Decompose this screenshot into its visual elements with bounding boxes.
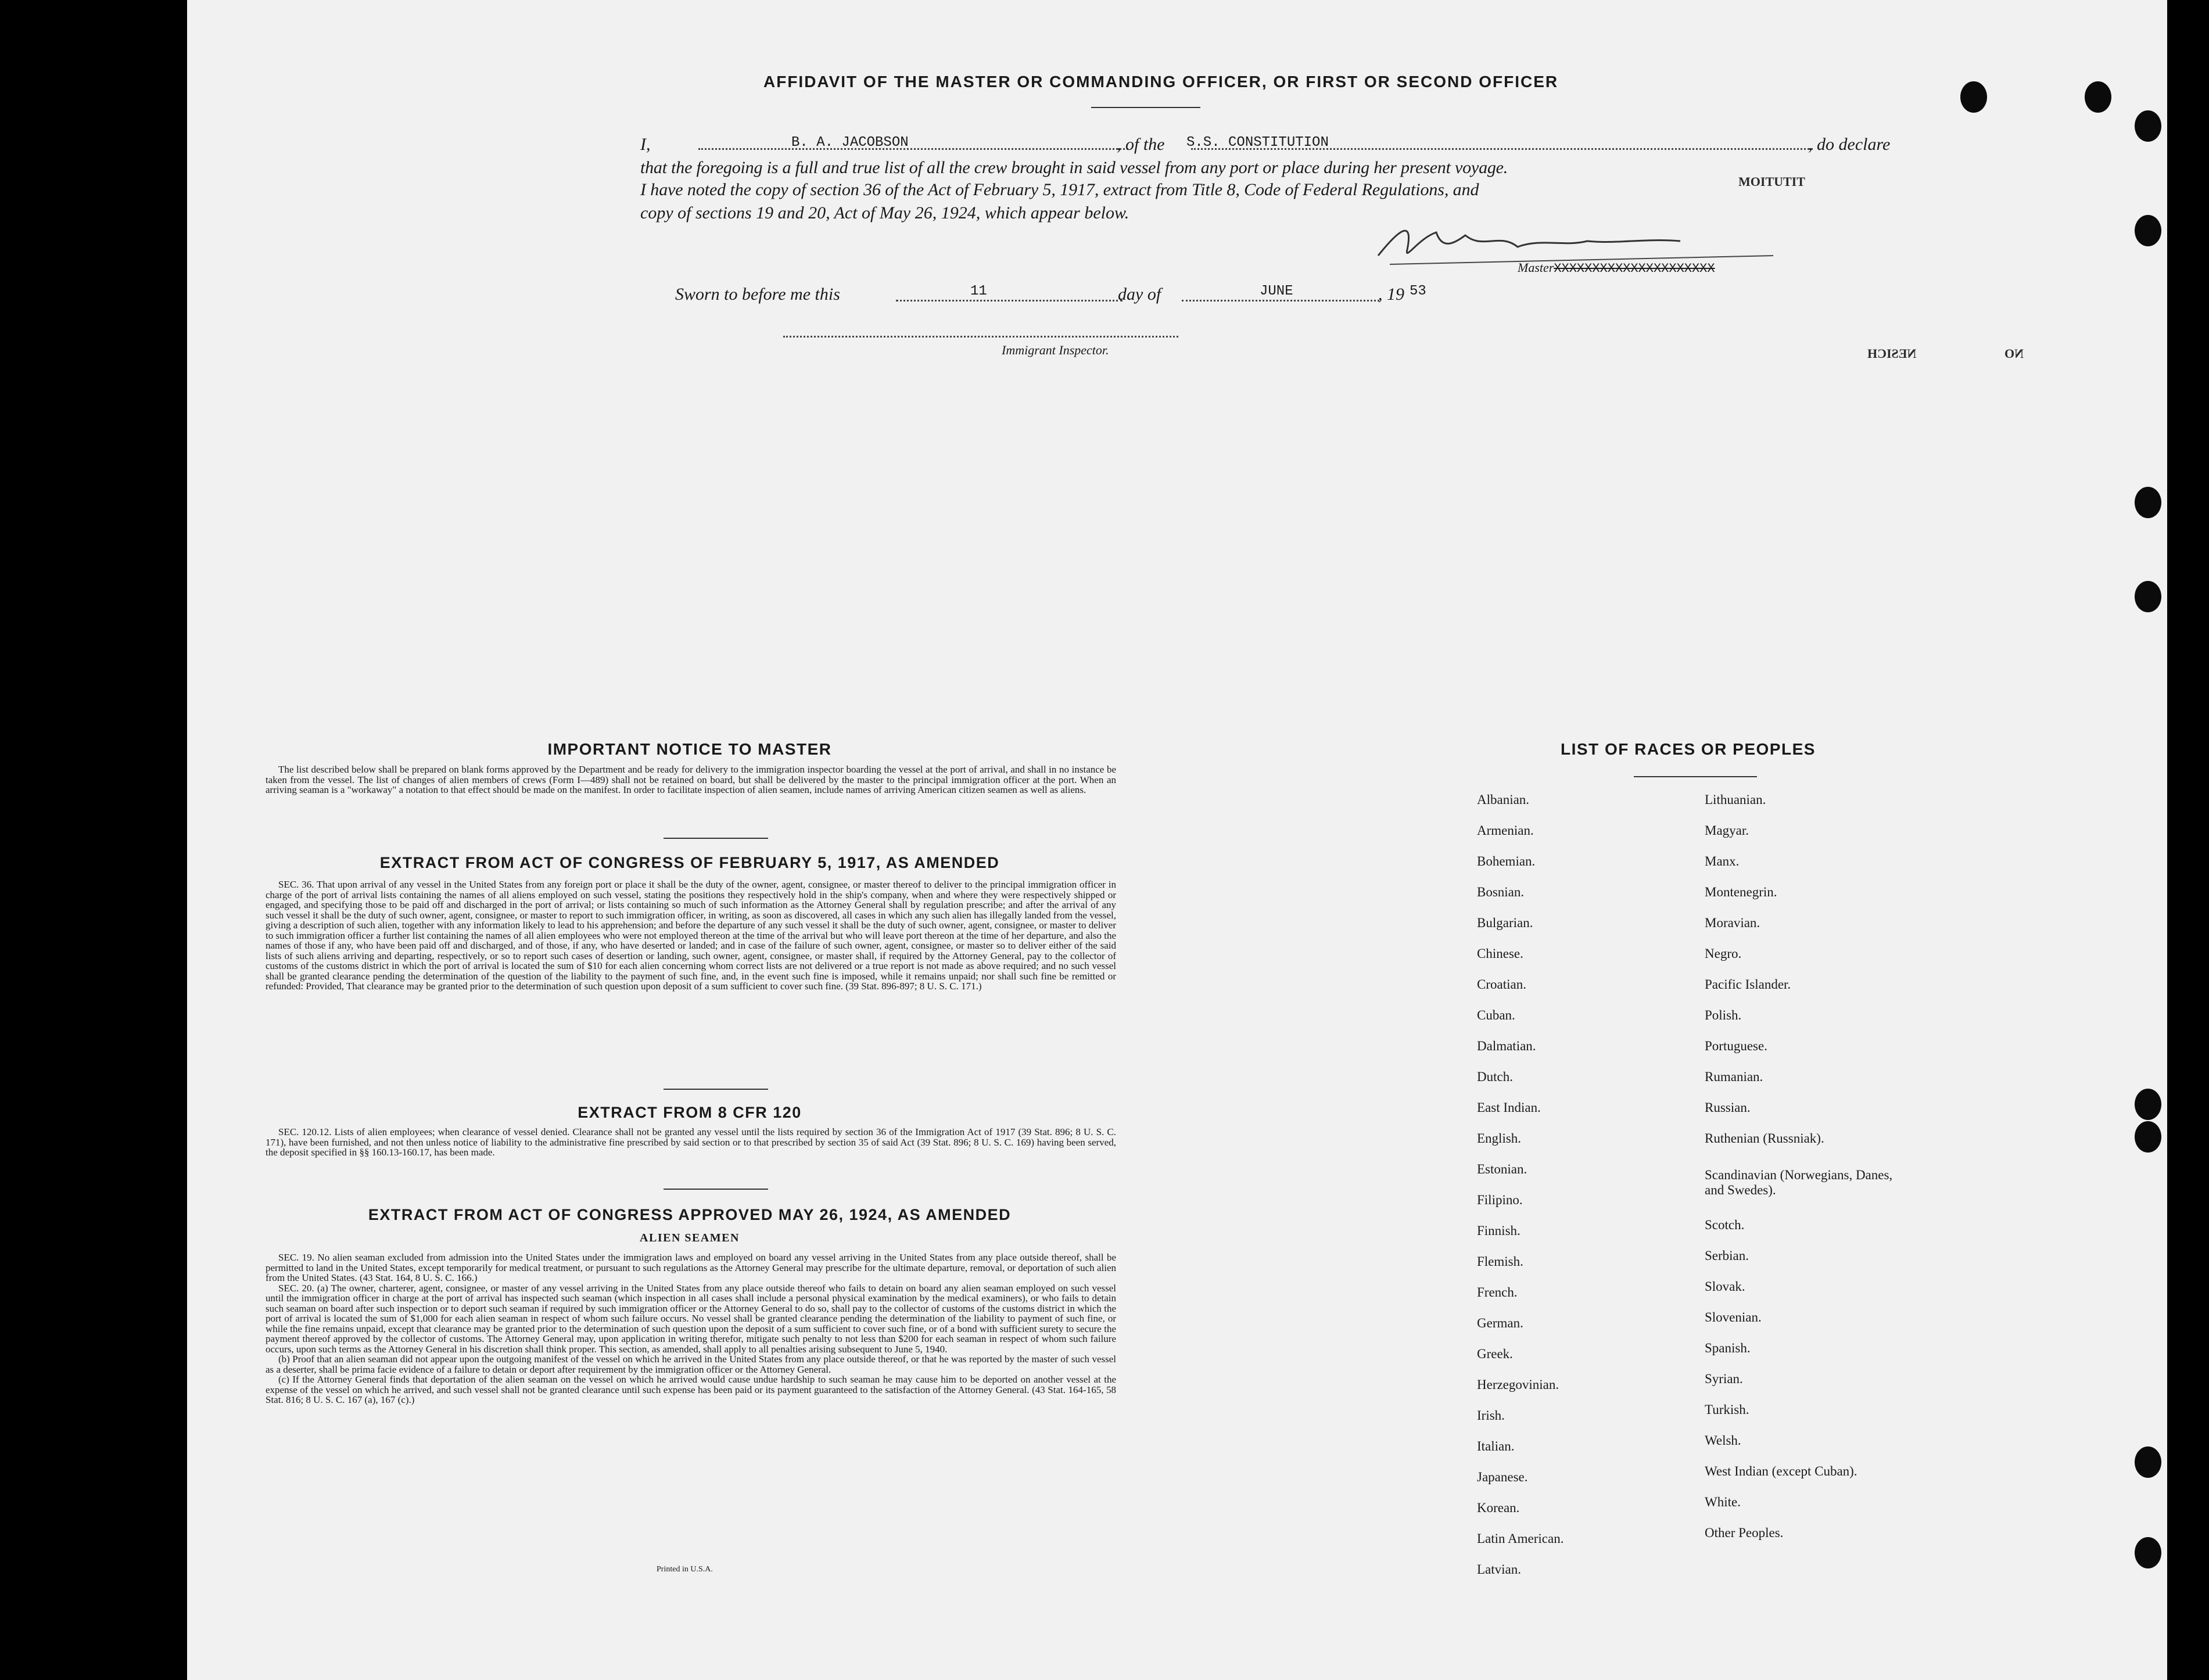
i-label: I, [640, 135, 651, 154]
notice-text: The list described below shall be prepared on blank forms approved by the Department and be ready for delivery to the immigration inspector boarding the vessel at the port of arrival, and shall in no instance be taken from the vessel. The list of changes of alien members of crews (Form I—489) shall not be retained on board, but shall be delivered by the master to the principal immigration officer at the port. When an arriving seaman is a "workaway" a notation to that effect should be made on the manifest. In order to facilitate inspection of alien seamen, include names of arriving American citizen seamen as well as aliens. [266, 764, 1116, 795]
affidavit-line-2: that the foregoing is a full and true list of all the crew brought in said vessel from any port or place during her present voyage. [640, 158, 1508, 177]
race-item: Bohemian. [1477, 854, 1536, 868]
punch-hole [2135, 110, 2161, 142]
race-item: Lithuanian. [1705, 792, 1766, 807]
affidavit-line-3: I have noted the copy of section 36 of the Act of February 5, 1917, extract from Title 8, Code of Federal Regulations, and [640, 180, 1479, 199]
punch-hole [2135, 581, 2161, 612]
extract-1917-title: EXTRACT FROM ACT OF CONGRESS OF FEBRUARY 5, 1917, AS AMENDED [379, 854, 1000, 871]
punch-hole [2135, 487, 2161, 518]
race-item: Croatian. [1477, 977, 1526, 992]
affidavit-title: AFFIDAVIT OF THE MASTER OR COMMANDING OFFICER, OR FIRST OR SECOND OFFICER [763, 73, 1559, 91]
sworn-label: Sworn to before me this [675, 285, 840, 304]
vessel-name: S.S. CONSTITUTION [1186, 135, 1329, 150]
race-item: Estonian. [1477, 1162, 1527, 1176]
inspector-signature-line [783, 336, 1178, 338]
bleed-text: NESICH [1867, 346, 1917, 361]
divider [664, 1189, 768, 1190]
race-item: Slovenian. [1705, 1310, 1762, 1324]
race-item: Japanese. [1477, 1470, 1528, 1484]
race-item: Albanian. [1477, 792, 1530, 807]
divider [664, 838, 768, 839]
race-item: Bosnian. [1477, 885, 1525, 899]
race-item: Montenegrin. [1705, 885, 1777, 899]
name-field-line [698, 148, 1128, 150]
race-item: Manx. [1705, 854, 1740, 868]
sworn-month: JUNE [1260, 283, 1293, 299]
affidavit-line-4: copy of sections 19 and 20, Act of May 26, 1924, which appear below. [640, 203, 1129, 222]
race-item: Filipino. [1477, 1193, 1523, 1207]
extract-8cfr-title: EXTRACT FROM 8 CFR 120 [578, 1104, 802, 1121]
race-item: Bulgarian. [1477, 916, 1533, 930]
race-item: Russian. [1705, 1100, 1751, 1115]
race-item: Chinese. [1477, 946, 1523, 961]
of-the-label: , of the [1117, 135, 1165, 154]
year-prefix: , 19 [1378, 285, 1404, 304]
master-name: B. A. JACOBSON [791, 135, 909, 150]
day-of-label: day of [1118, 285, 1161, 304]
punch-hole [2135, 1537, 2161, 1568]
do-declare-label: , do declare [1808, 135, 1891, 154]
race-item: Greek. [1477, 1347, 1513, 1361]
bleed-text: MOITUTIT [1738, 174, 1805, 189]
race-item: Rumanian. [1705, 1069, 1763, 1084]
race-item: Dutch. [1477, 1069, 1513, 1084]
race-item: Cuban. [1477, 1008, 1515, 1022]
race-item: East Indian. [1477, 1100, 1541, 1115]
notice-title: IMPORTANT NOTICE TO MASTER [547, 740, 832, 758]
extract-1924-text [266, 1252, 1116, 1405]
race-item: Slovak. [1705, 1279, 1745, 1294]
document-page [187, 0, 2167, 1680]
race-item: Korean. [1477, 1500, 1520, 1515]
race-item: German. [1477, 1316, 1523, 1330]
sec20c-text: (c) If the Attorney General finds that deportation of the alien seaman on the vessel on which he arrived would cause undue hardship to such seaman he may cause him to be deported on another vessel at the expense of the vessel on which he arrived, and such vessel shall not be granted clearance until such expense has been paid or its payment guaranteed to the satisfaction of the Attorney General. (43 Stat. 164-165, 58 Stat. 816; 8 U. S. C. 167 (a), 167 (c).) [266, 1374, 1116, 1405]
extract-1924-subtitle: ALIEN SEAMEN [640, 1232, 740, 1244]
race-item: Portuguese. [1705, 1039, 1767, 1053]
race-item: West Indian (except Cuban). [1705, 1464, 1857, 1478]
inspector-label: Immigrant Inspector. [1002, 343, 1109, 357]
sec20a-text: SEC. 20. (a) The owner, charterer, agent, consignee, or master of any vessel arriving in the United States from any place outside thereof who fails to detain on board any alien seaman employed on such vessel until the immigration officer in charge at the port of arrival has inspected such seaman (which inspection in all cases shall include a personal physical examination by the medical examiners), or who fails to detain such seaman on board after such inspection or to deport such seaman if required by such immigration officer or the Attorney General to do so, shall pay to the collector of customs of the customs district in which the port of arrival is located the sum of $1,000 for each alien seaman in respect of whom such failure occurs. No vessel shall be granted clearance pending the determination of the liability to payment of such fine, or while the fine remains unpaid, except that clearance may be granted prior to the determination of such question upon the deposit of a sum sufficient to cover such fine, or of a bond with sufficient surety to secure the payment thereof approved by the collector of customs. The Attorney General may, upon application in writing therefor, mitigate such penalty to not less than $200 for each seaman in respect of whom such failure occurs, upon such terms as the Attorney General in his discretion shall think proper. This section, as amended, shall apply to all penalties arising subsequent to June 5, 1940. [266, 1282, 1116, 1355]
race-item: Polish. [1705, 1008, 1742, 1022]
day-field-line [896, 300, 1123, 301]
struck-title: XXXXXXXXXXXXXXXXXXXXX [1554, 261, 1715, 276]
divider [1634, 776, 1757, 777]
punch-hole [1960, 81, 1987, 113]
bleed-text: NO [2004, 346, 2024, 361]
race-item: Ruthenian (Russniak). [1705, 1131, 1824, 1146]
affidavit-line-1 [640, 135, 651, 155]
printed-in-usa: Printed in U.S.A. [657, 1565, 713, 1574]
race-item: Pacific Islander. [1705, 977, 1791, 992]
race-item: Latin American. [1477, 1531, 1564, 1546]
race-item: French. [1477, 1285, 1518, 1300]
extract-1924-title: EXTRACT FROM ACT OF CONGRESS APPROVED MAY 26, 1924, AS AMENDED [368, 1206, 1012, 1223]
race-item: Other Peoples. [1705, 1525, 1784, 1540]
race-item: Magyar. [1705, 823, 1749, 838]
punch-hole [2135, 1446, 2161, 1478]
races-title: LIST OF RACES OR PEOPLES [1561, 740, 1816, 758]
sworn-year: 53 [1410, 283, 1426, 299]
extract-8cfr-text: SEC. 120.12. Lists of alien employees; when clearance of vessel denied. Clearance shall not be granted any vessel until the lists required by section 36 of the Immigration Act of 1917 (39 Stat. 896; 8 U. S. C. 171), have been furnished, and not then unless notice of liability to the administrative fine prescribed by said section or to that prescribed by section 35 of said Act (39 Stat. 896; 8 U. S. C. 169) having been served, the deposit specified in §§ 160.13-160.17, has been made. [266, 1126, 1116, 1158]
race-item: Irish. [1477, 1408, 1505, 1423]
race-item: Turkish. [1705, 1402, 1749, 1417]
master-signature-label: MasterXXXXXXXXXXXXXXXXXXXXX [1518, 260, 1715, 276]
race-item: Herzegovinian. [1477, 1377, 1559, 1392]
race-item: Negro. [1705, 946, 1742, 961]
sec19-text: SEC. 19. No alien seaman excluded from admission into the United States under the immigration laws and employed on board any vessel arriving in the United States from any place outside thereof, shall be permitted to land in the United States, except temporarily for medical treatment, or pursuant to such regulations as the Attorney General may prescribe for the ultimate departure, removal, or deportation of such alien from the United States. (43 Stat. 164, 8 U. S. C. 166.) [266, 1252, 1116, 1283]
race-item: Scotch. [1705, 1218, 1745, 1232]
punch-hole [2135, 1121, 2161, 1153]
race-item: Armenian. [1477, 823, 1534, 838]
race-item: Moravian. [1705, 916, 1760, 930]
race-item: Finnish. [1477, 1223, 1521, 1238]
race-item: Spanish. [1705, 1341, 1751, 1355]
divider [1091, 107, 1200, 108]
punch-hole [2085, 81, 2111, 113]
race-item: Dalmatian. [1477, 1039, 1536, 1053]
race-item: Welsh. [1705, 1433, 1741, 1448]
race-item: Latvian. [1477, 1562, 1521, 1577]
race-item: Serbian. [1705, 1248, 1749, 1263]
race-item: Syrian. [1705, 1372, 1743, 1386]
punch-hole [2135, 215, 2161, 246]
race-item: Flemish. [1477, 1254, 1523, 1269]
sworn-day: 11 [970, 283, 987, 299]
race-item: Scandinavian (Norwegians, Danes, and Swedes). [1705, 1168, 1893, 1197]
month-field-line [1182, 300, 1379, 301]
race-item: White. [1705, 1495, 1741, 1509]
punch-hole [2135, 1089, 2161, 1120]
divider [664, 1089, 768, 1090]
race-item: English. [1477, 1131, 1522, 1146]
race-item: Italian. [1477, 1439, 1515, 1453]
extract-1917-text: SEC. 36. That upon arrival of any vessel in the United States from any foreign port or place it shall be the duty of the owner, agent, consignee, or master thereof to deliver to the principal immigration officer in charge of the port of arrival lists containing the names of all aliens employed on such vessel, stating the positions they respectively hold in the ship's company, when and where they were respectively shipped or engaged, and specifying those to be paid off and discharged in the port of arrival; or lists containing so much of such information as the Attorney General shall by regulation prescribe; and after the arrival of any such vessel it shall be the duty of such owner, agent, consignee, or master to report to such immigration officer, in writing, as soon as discovered, all cases in which any such alien has illegally landed from the vessel, giving a description of such alien, together with any information likely to lead to his apprehension; and before the departure of any such vessel it shall be the duty of such owner, agent, consignee, or master to deliver to such immigration officer a further list containing the names of all alien employees who were not employed thereon at the time of the arrival but who will leave port thereon at the time of her departure, and also the names of those if any, who have been paid off and discharged, and of those, if any, who have deserted or landed; and in case of the failure of such owner, agent, consignee, or master so to deliver either of the said lists of such aliens arriving and departing, respectively, or so to report such cases of desertion or landing, such owner, agent, consignee, or master shall, if required by the Attorney General, pay to the collector of customs of the customs district in which the port of arrival is located the sum of $10 for each alien concerning whom correct lists are not delivered or a true report is not made as above required; and no such vessel shall be granted clearance pending the determination of the question of the liability to the payment of such fine, and, in the event such fine is imposed, while it remains unpaid; nor shall such fine be remitted or refunded: Provided, That clearance may be granted prior to the determination of such question upon deposit of a sum sufficient to cover such fine. (39 Stat. 896-897; 8 U. S. C. 171.) [266, 879, 1116, 992]
sec20b-text: (b) Proof that an alien seaman did not appear upon the outgoing manifest of the vessel on which he arrived in the United States from any place outside thereof, or that he was reported by the master of such vessel as a deserter, shall be prima facie evidence of a failure to detain or deport after requirement by the immigration officer or the Attorney General. [266, 1354, 1116, 1375]
